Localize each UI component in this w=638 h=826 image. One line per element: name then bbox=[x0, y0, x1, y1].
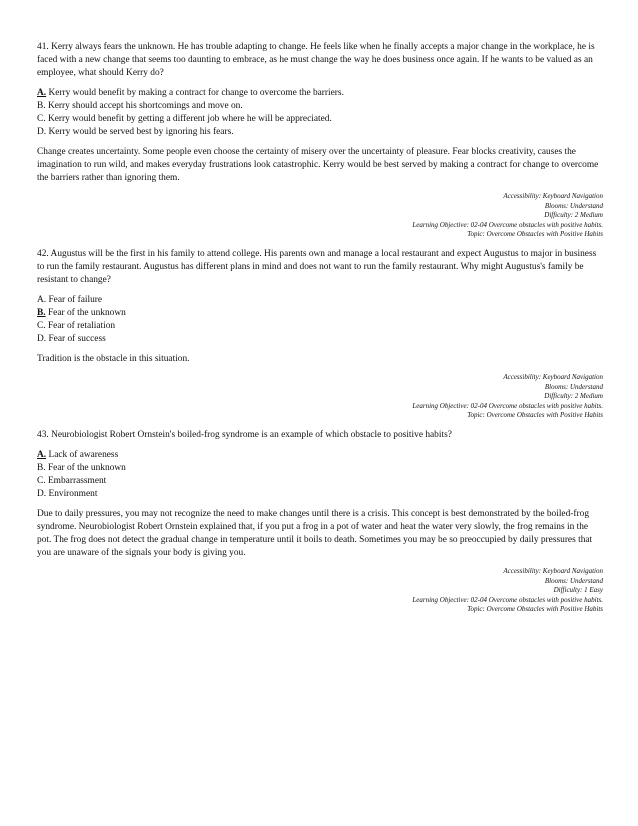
question-text bbox=[37, 248, 603, 287]
meta-accessibility: Accessibility: Keyboard Navigation bbox=[503, 192, 603, 200]
meta-accessibility: Accessibility: Keyboard Navigation bbox=[503, 372, 603, 381]
question-text bbox=[37, 41, 603, 80]
question-metadata bbox=[37, 373, 603, 421]
option-letter: B. bbox=[37, 462, 46, 473]
meta-learning-objective: Learning Objective: 02-04 Overcome obstacles with positive habits. bbox=[412, 401, 603, 410]
answer-options bbox=[37, 449, 603, 501]
answer-option bbox=[37, 307, 603, 320]
option-letter-correct: A. bbox=[37, 88, 47, 98]
explanation: Change creates uncertainty. Some people even choose the certainty of misery over the uncertainty of pleasure. Fear blocks creativity, causes the imagination to run wild, and makes everyday frustrations look catastrophic. Kerry would be best served by making a contract for change to overcome the barriers rather than ignoring them. bbox=[37, 147, 599, 183]
question-number: 41. bbox=[37, 42, 49, 52]
answer-option bbox=[37, 333, 603, 346]
meta-blooms: Blooms: Understand bbox=[544, 201, 603, 210]
question-prompt: Kerry always fears the unknown. He has trouble adapting to change. He feels like when he finally accepts a major change in the workplace, he is faced with a new change that seems too daunting to embrace, as he must change the way he does business once again. If he wants to be valued as an employee, what should Kerry do? bbox=[37, 42, 595, 78]
meta-topic: Topic: Overcome Obstacles with Positive Habits bbox=[467, 605, 603, 614]
answer-option bbox=[37, 449, 603, 462]
question-number: 42. bbox=[37, 248, 49, 259]
option-letter: C. bbox=[37, 320, 46, 331]
meta-learning-objective: Learning Objective: 02-04 Overcome obstacles with positive habits. bbox=[412, 595, 603, 604]
option-text: Embarrassment bbox=[47, 475, 107, 486]
question-prompt: Neurobiologist Robert Ornstein's boiled-frog syndrome is an example of which obstacle to positive habits? bbox=[51, 429, 452, 440]
meta-difficulty: Difficulty: 2 Medium bbox=[544, 211, 603, 220]
answer-option bbox=[37, 462, 603, 475]
option-text: Kerry would benefit by making a contract for change to overcome the barriers. bbox=[48, 88, 344, 98]
answer-option bbox=[37, 320, 603, 333]
question-text bbox=[37, 429, 603, 442]
explanation: Tradition is the obstacle in this situation. bbox=[37, 353, 190, 364]
option-text: Fear of retaliation bbox=[47, 320, 116, 331]
document-page bbox=[37, 41, 603, 623]
option-text: Kerry should accept his shortcomings and move on. bbox=[47, 101, 243, 111]
option-letter: D. bbox=[37, 127, 47, 137]
question-block bbox=[37, 248, 603, 421]
option-letter: B. bbox=[37, 101, 46, 111]
meta-blooms: Blooms: Understand bbox=[544, 576, 603, 585]
answer-option bbox=[37, 475, 603, 488]
answer-option bbox=[37, 87, 603, 100]
answer-option bbox=[37, 126, 603, 139]
option-letter: C. bbox=[37, 114, 46, 124]
answer-options bbox=[37, 294, 603, 346]
question-metadata bbox=[37, 567, 603, 615]
answer-option bbox=[37, 113, 603, 126]
answer-option bbox=[37, 100, 603, 113]
question-number: 43. bbox=[37, 429, 49, 440]
option-letter: C. bbox=[37, 475, 46, 486]
option-letter: D. bbox=[37, 488, 47, 499]
option-letter-correct: B. bbox=[37, 307, 46, 318]
option-text: Fear of the unknown bbox=[47, 307, 126, 318]
meta-difficulty: Difficulty: 1 Easy bbox=[553, 586, 603, 595]
option-text: Lack of awareness bbox=[48, 449, 119, 460]
meta-topic: Topic: Overcome Obstacles with Positive Habits bbox=[467, 411, 603, 420]
option-text: Kerry would be served best by ignoring his fears. bbox=[48, 127, 234, 137]
option-text: Fear of the unknown bbox=[47, 462, 126, 473]
meta-learning-objective: Learning Objective: 02-04 Overcome obstacles with positive habits. bbox=[412, 220, 603, 229]
option-text: Environment bbox=[48, 488, 98, 499]
option-letter: D. bbox=[37, 333, 47, 344]
question-block bbox=[37, 429, 603, 615]
question-block bbox=[37, 41, 603, 240]
answer-options bbox=[37, 87, 603, 139]
option-text: Kerry would benefit by getting a different job where he will be appreciated. bbox=[47, 114, 332, 124]
answer-option bbox=[37, 488, 603, 501]
option-letter: A. bbox=[37, 294, 47, 305]
meta-accessibility: Accessibility: Keyboard Navigation bbox=[503, 566, 603, 575]
option-letter-correct: A. bbox=[37, 449, 47, 460]
answer-option bbox=[37, 294, 603, 307]
question-metadata bbox=[37, 192, 603, 240]
explanation: Due to daily pressures, you may not recognize the need to make changes until there is a crisis. This concept is best demonstrated by the boiled-frog syndrome. Neurobiologist Robert Ornstein explained that, if you put a frog in a pot of water and heat the water very slowly, the frog remains in the pot. The frog does not detect the gradual change in temperature until it boils to death. Sometimes you may be so preoccupied by daily pressures that you are unaware of the signals your body is giving you. bbox=[37, 508, 593, 558]
meta-difficulty: Difficulty: 2 Medium bbox=[544, 392, 603, 401]
option-text: Fear of success bbox=[48, 333, 106, 344]
meta-topic: Topic: Overcome Obstacles with Positive Habits bbox=[467, 230, 603, 239]
option-text: Fear of failure bbox=[48, 294, 103, 305]
question-prompt: Augustus will be the first in his family to attend college. His parents own and manage a local restaurant and expect Augustus to major in business to run the family restaurant. Augustus has different plans in mind and does not want to run the family restaurant. Why might Augustus's family be resistant to change? bbox=[37, 248, 597, 285]
meta-blooms: Blooms: Understand bbox=[544, 382, 603, 391]
